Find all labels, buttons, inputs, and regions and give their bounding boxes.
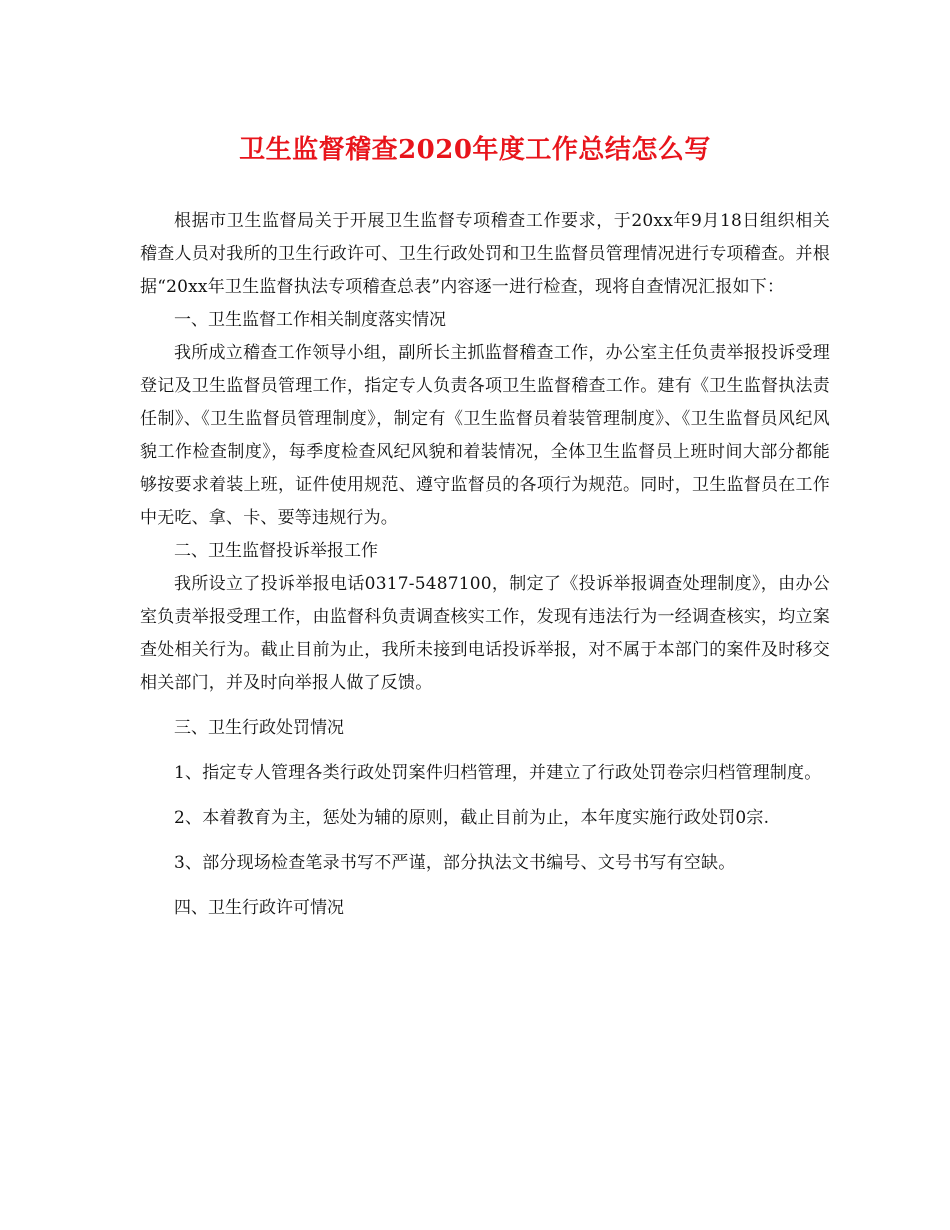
section-3-heading: 三、卫生行政处罚情况 (174, 718, 344, 738)
section-2-paragraph: 我所设立了投诉举报电话0317-5487100，制定了《投诉举报调查处理制度》，由办公室负责举报受理工作，由监督科负责调查核实工作，发现有违法行为一经调查核实，均立案查处相关行为。截止目前为止，我所未接到电话投诉举报，对不属于本部门的案件及时移交相关部门，并及时向举报人做了反馈。 (140, 574, 830, 693)
document-body (140, 205, 830, 925)
section-1-heading: 一、卫生监督工作相关制度落实情况 (174, 310, 446, 330)
section-3-item-2: 2、本着教育为主，惩处为辅的原则，截止目前为止，本年度实施行政处罚0宗. (174, 808, 770, 828)
section-3-item-3: 3、部分现场检查笔录书写不严谨，部分执法文书编号、文号书写有空缺。 (174, 853, 736, 873)
section-1-paragraph: 我所成立稽查工作领导小组，副所长主抓监督稽查工作，办公室主任负责举报投诉受理登记及卫生监督员管理工作，指定专人负责各项卫生监督稽查工作。建有《卫生监督执法责任制》、《卫生监督员管理制度》，制定有《卫生监督员着装管理制度》、《卫生监督员风纪风貌工作检查制度》，每季度检查风纪风貌和着装情况，全体卫生监督员上班时间大部分都能够按要求着装上班，证件使用规范、遵守监督员的各项行为规范。同时，卫生监督员在工作中无吃、拿、卡、要等违规行为。 (140, 343, 830, 528)
intro-paragraph: 根据市卫生监督局关于开展卫生监督专项稽查工作要求，于20xx年9月18日组织相关稽查人员对我所的卫生行政许可、卫生行政处罚和卫生监督员管理情况进行专项稽查。并根据“20xx年卫生监督执法专项稽查总表”内容逐一进行检查，现将自查情况汇报如下： (140, 211, 830, 297)
section-4-heading: 四、卫生行政许可情况 (174, 898, 344, 918)
section-3-item-1: 1、指定专人管理各类行政处罚案件归档管理，并建立了行政处罚卷宗归档管理制度。 (174, 763, 822, 783)
document-title: 卫生监督稽查2020年度工作总结怎么写 (239, 135, 711, 165)
section-2-heading: 二、卫生监督投诉举报工作 (174, 541, 378, 561)
